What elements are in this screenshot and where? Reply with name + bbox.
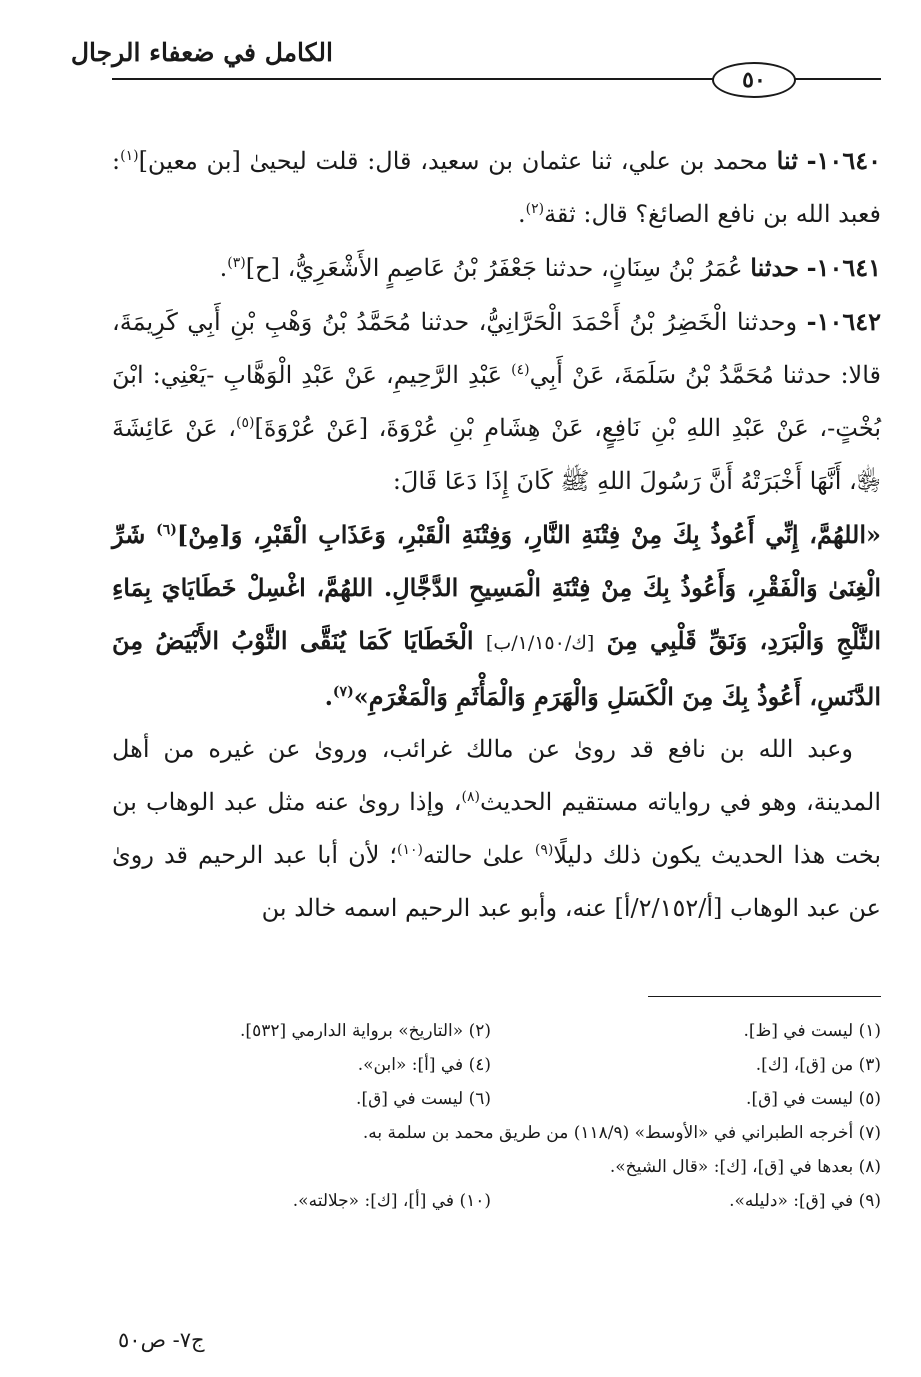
entry-text: عَبْدِ الرَّحِيمِ، عَنْ عَبْدِ الْوَهَّابِ -يَعْنِي: ابْنَ بُخْتٍ-، عَنْ عَبْدِ اللهِ بْنِ نَافِعٍ، عَنْ هِشَامِ بْنِ عُرْوَةَ، [عَنْ عُرْوَةَ] bbox=[112, 361, 882, 442]
volume-page-ref: ج٧- ص٥٠ bbox=[118, 1328, 205, 1352]
hadith-segment: شَرِّ الْغِنَىٰ وَالْفَقْرِ، وَأَعُوذُ بِكَ مِنْ فِتْنَةِ الْمَسِيحِ الدَّجَّالِ. اللهُمَّ، اغْسِلْ خَطَايَايَ بِمَاءِ الثَّلْجِ وَالْبَرَدِ، وَنَقِّ قَلْبِي مِنَ bbox=[112, 520, 881, 655]
footnote-row bbox=[112, 1184, 881, 1218]
entry-text: وحدثنا الْخَضِرُ بْنُ أَحْمَدَ الْحَرَّانِيُّ، حدثنا مُحَمَّدُ بْنُ وَهْبِ بْنِ أَبِي كَرِيمَةَ، قالا: حدثنا مُحَمَّدُ بْنُ سَلَمَةَ، عَنْ أَبِي bbox=[112, 308, 881, 389]
entry-text: ، عَنْ عَائِشَةَ ﵂، أَنَّهَا أَخْبَرَتْهُ أَنَّ رَسُولَ اللهِ ﷺ كَانَ إِذَا دَعَا قَالَ: bbox=[112, 414, 881, 495]
hadith-text bbox=[112, 508, 881, 723]
footnote-row bbox=[112, 1048, 881, 1082]
entry-end: . bbox=[517, 200, 526, 228]
entry-number: ١٠٦٤٠- bbox=[806, 146, 881, 175]
footnote-1: (١) ليست في [ظ]. bbox=[743, 1021, 881, 1041]
commentary-text: وعبد الله بن نافع قد روىٰ عن مالك غرائب، وروىٰ عن غيره من أهل المدينة، وهو في رواياته مستقيم الحديث bbox=[112, 735, 881, 816]
footnotes bbox=[112, 1014, 881, 1218]
footnote-row bbox=[112, 1082, 881, 1116]
footnote-ref: (١٠) bbox=[397, 842, 424, 858]
entry-end: . bbox=[324, 682, 333, 711]
footnote-ref: (٥) bbox=[236, 415, 255, 431]
footnote-ref: (٦) bbox=[156, 522, 177, 538]
footnote-6: (٦) ليست في [ق]. bbox=[356, 1089, 491, 1109]
footnote-ref: (١) bbox=[120, 148, 139, 164]
footnote-row bbox=[112, 1014, 881, 1048]
entry-lead: ثنا bbox=[776, 146, 798, 175]
main-text bbox=[112, 134, 881, 935]
footnote-4: (٤) في [أ]: «ابن». bbox=[357, 1055, 491, 1075]
hadith-segment: «اللهُمَّ، إِنِّي أَعُوذُ بِكَ مِنْ فِتْنَةِ النَّارِ، وَفِتْنَةِ الْقَبْرِ، وَعَذَابِ الْقَبْرِ، وَ[مِنْ] bbox=[176, 520, 881, 549]
footnote-3: (٣) من [ق]، [ك]. bbox=[755, 1055, 881, 1075]
entry-text: محمد بن علي، ثنا عثمان بن سعيد، قال: قلت ليحيىٰ [بن معين] bbox=[138, 147, 768, 175]
manuscript-ref: [ك/١/١٥٠/ب] bbox=[485, 632, 595, 654]
footnote-ref: (٩) bbox=[534, 842, 554, 858]
entry-10640 bbox=[112, 134, 881, 241]
commentary-text: ؛ لأن أبا عبد الرحيم قد روىٰ عن عبد الوهاب [أ/٢/١٥٢/أ] عنه، وأبو عبد الرحيم اسمه خالد بن bbox=[112, 841, 881, 922]
entry-number: ١٠٦٤٢- bbox=[806, 307, 882, 336]
footnote-ref: (٧) bbox=[332, 684, 354, 700]
commentary-text: ، وإذا روىٰ عنه مثل عبد الوهاب بن بخت هذا الحديث يكون ذلك دليلًا bbox=[112, 788, 882, 869]
entry-10641 bbox=[112, 241, 881, 295]
entry-lead: حدثنا bbox=[750, 253, 799, 282]
footnote-ref: (٣) bbox=[227, 255, 246, 271]
hadith-segment: الْخَطَايَا كَمَا يُنَقَّى الثَّوْبُ الأَبْيَضُ مِنَ الدَّنَسِ، أَعُوذُ بِكَ مِنَ الْكَسَلِ وَالْهَرَمِ وَالْمَأْثَمِ وَالْمَغْرَمِ» bbox=[112, 626, 881, 711]
entry-end: . bbox=[219, 254, 228, 282]
footnote-rule bbox=[648, 996, 881, 997]
page-number: ٥٠ bbox=[712, 62, 796, 98]
footnote-7: (٧) أخرجه الطبراني في «الأوسط» (١١٨/٩) من طريق محمد بن سلمة به. bbox=[362, 1123, 881, 1143]
footnote-5: (٥) ليست في [ق]. bbox=[746, 1089, 881, 1109]
entry-text: عُمَرُ بْنُ سِنَانٍ، حدثنا جَعْفَرُ بْنُ عَاصِمٍ الأَشْعَرِيُّ، [ح] bbox=[245, 254, 743, 282]
entry-number: ١٠٦٤١- bbox=[806, 253, 881, 282]
entry-10642 bbox=[112, 295, 881, 508]
footnote-2: (٢) «التاريخ» برواية الدارمي [٥٣٢]. bbox=[240, 1021, 491, 1041]
footnote-ref: (٨) bbox=[461, 789, 480, 805]
entry-text: : فعبد الله بن نافع الصائغ؟ قال: ثقة bbox=[112, 147, 881, 228]
footnote-9: (٩) في [ق]: «دليله». bbox=[729, 1191, 881, 1211]
commentary-paragraph bbox=[112, 723, 881, 935]
footnote-10: (١٠) في [أ]، [ك]: «جلالته». bbox=[292, 1191, 491, 1211]
footnote-ref: (٤) bbox=[511, 362, 530, 378]
footnote-8: (٨) بعدها في [ق]، [ك]: «قال الشيخ». bbox=[609, 1157, 881, 1177]
commentary-text: علىٰ حالته bbox=[423, 841, 525, 869]
footnote-ref: (٢) bbox=[525, 201, 545, 217]
running-title: الكامل في ضعفاء الرجال bbox=[70, 38, 333, 67]
